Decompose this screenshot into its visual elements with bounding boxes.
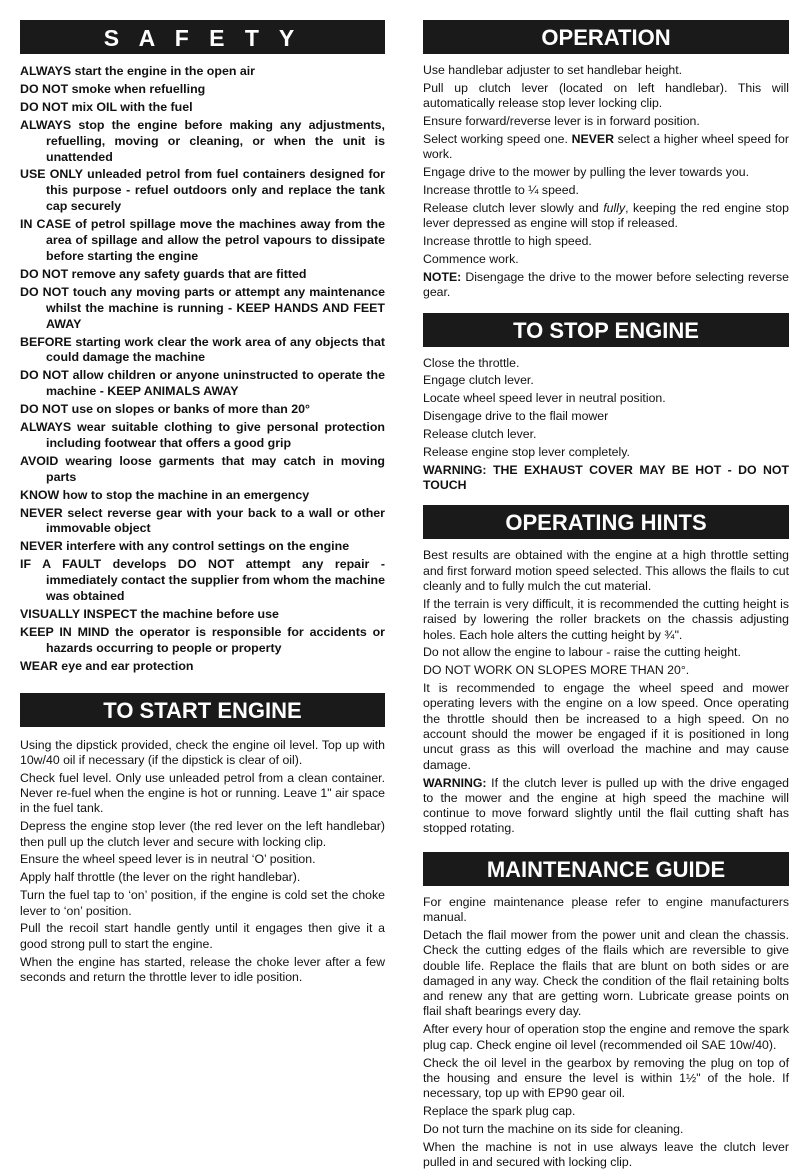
operating-hints-header [423,505,789,539]
start-engine-step: Check fuel level. Only use unleaded petrol from a clean container. Never re-fuel when the engine is hot or running. Leave 1" air space in the fuel tank. [20,770,385,816]
operation-step [423,201,789,232]
operation-step: Engage drive to the mower by pulling the lever towards you. [423,165,750,180]
maintenance-list [423,895,789,1171]
hint-paragraph: It is recommended to engage the wheel speed and mower operating levers with the engine on a low speed. Once operating the throttle should then be increased to a high speed. On no account should the mower be engaged if it is positioned in long uncut grass as this will overload the machine and may cause damage. [423,681,789,772]
maintenance-title: MAINTENANCE GUIDE [486,856,726,882]
start-engine-step: Pull the recoil start handle gently until it engages then give it a good strong pull to start the engine. [20,921,385,951]
operation-step-text: Release clutch lever slowly and [423,200,604,215]
start-engine-step: When the engine has started, release the choke lever after a few seconds and return the throttle lever to idle position. [20,954,385,984]
safety-header [20,20,385,54]
stop-engine-title: TO STOP ENGINE [513,317,699,343]
start-engine-step: Using the dipstick provided, check the engine oil level. Top up with 10w/40 oil if necessary (if the dipstick is clear of oil). [20,737,385,767]
start-engine-title: TO START ENGINE [103,697,302,723]
operating-hints-list [423,548,789,836]
operation-step: Increase throttle to ¼ speed. [423,183,579,198]
hint-paragraph: DO NOT WORK ON SLOPES MORE THAN 20°. [423,663,690,678]
safety-rule: VISUALLY INSPECT the machine before use [20,607,279,621]
safety-rule: KNOW how to stop the machine in an emergency [20,487,310,502]
maintenance-paragraph: After every hour of operation stop the engine and remove the spark plug cap. Check engine oil level (recommended oil SAE 10w/40). [423,1022,789,1052]
safety-rule: KEEP IN MIND the operator is responsible for accidents or hazards occurring to people or property [20,624,385,655]
operation-step: Commence work. [423,252,519,267]
safety-title: S A F E T Y [103,25,302,51]
stop-engine-step: Release engine stop lever completely. [423,444,630,459]
exhaust-warning: WARNING: THE EXHAUST COVER MAY BE HOT - DO NOT TOUCH [423,462,789,493]
maintenance-paragraph: When the machine is not in use always leave the clutch lever pulled in and secured with locking clip. [423,1139,789,1170]
stop-engine-step: Locate wheel speed lever in neutral position. [423,391,666,406]
safety-rule: DO NOT mix OIL with the fuel [20,99,193,114]
operation-note [423,270,789,301]
operation-step: Pull up clutch lever (located on left handlebar). This will automatically release stop lever locking clip. [423,80,789,111]
operation-step-text: , keeping the red engine stop lever depressed as engine will stop if released. [423,200,789,231]
safety-rule: ALWAYS stop the engine before making any adjustments, refuelling, moving or cleaning, or when the unit is unattended [20,117,385,164]
safety-rule: DO NOT allow children or anyone uninstructed to operate the machine - KEEP ANIMALS AWAY [20,368,385,399]
start-engine-steps [20,738,385,986]
hint-warning [423,776,789,837]
operation-header [423,20,789,54]
operation-step [423,132,789,163]
safety-rule: ALWAYS start the engine in the open air [20,64,256,78]
note-label: NOTE: [423,269,462,284]
warning-text: If the clutch lever is pulled up with the drive engaged to the mower and the engine at high speed the machine will continue to move forward slightly until the flail cutting shaft has stopped rotating. [423,775,789,836]
operation-step-text: Select working speed one. [423,131,572,146]
maintenance-paragraph: For engine maintenance please refer to engine manufacturers manual. [423,894,789,925]
stop-engine-step: Disengage drive to the flail mower [423,409,609,424]
start-engine-header [20,693,385,727]
start-engine-step: Turn the fuel tap to ‘on’ position, if the engine is cold set the choke lever to ‘on’ position. [20,888,385,918]
operation-never-emphasis: NEVER [571,131,614,146]
left-column [20,20,385,988]
safety-rule: ALWAYS wear suitable clothing to give personal protection including footwear that offers a good grip [20,420,385,450]
stop-engine-header [423,313,789,347]
right-column [423,20,789,1173]
safety-rule: IN CASE of petrol spillage move the machines away from the area of spillage and allow the petrol vapours to dissipate before starting the engine [20,217,385,263]
hint-paragraph: If the terrain is very difficult, it is recommended the cutting height is raised by lowering the roller brackets on the chassis adjusting holes. Each hole alters the cutting height by ¾". [423,596,789,642]
safety-rule: DO NOT touch any moving parts or attempt any maintenance whilst the machine is running - KEEP HANDS AND FEET AWAY [20,284,385,331]
start-engine-step: Depress the engine stop lever (the red lever on the left handlebar) then pull up the clutch lever and secure with locking clip. [20,819,385,849]
maintenance-paragraph: Detach the flail mower from the power unit and clean the chassis. Check the cutting edges of the flails which are reversible to give double life. Replace the flails that are blunt on both sides or are damaged in any way. Check the condition of the flail retaining bolts and renew any that are getting worn. Lubricate grease points on flail shaft bearings every day. [423,927,789,1019]
stop-engine-steps [423,356,789,494]
start-engine-step: Apply half throttle (the lever on the right handlebar). [20,870,301,885]
maintenance-paragraph: Do not turn the machine on its side for cleaning. [423,1121,684,1136]
safety-rules [20,64,385,675]
safety-rule: NEVER select reverse gear with your back to a wall or other immovable object [20,505,385,536]
operation-step-text: select a higher wheel speed for work. [423,131,789,162]
maintenance-header [423,852,789,886]
warning-label: WARNING: [423,775,487,790]
stop-engine-step: Release clutch lever. [423,427,537,442]
safety-rule: DO NOT remove any safety guards that are fitted [20,266,307,281]
operation-step: Use handlebar adjuster to set handlebar height. [423,63,683,77]
safety-rule: AVOID wearing loose garments that may catch in moving parts [20,453,385,484]
stop-engine-step: Close the throttle. [423,355,520,370]
note-text: Disengage the drive to the mower before selecting reverse gear. [423,269,789,300]
hint-paragraph: Do not allow the engine to labour - raise the cutting height. [423,645,741,660]
safety-rule: NEVER interfere with any control settings on the engine [20,539,350,554]
safety-rule: DO NOT use on slopes or banks of more than 20° [20,402,310,417]
stop-engine-step: Engage clutch lever. [423,373,534,388]
operation-step: Increase throttle to high speed. [423,234,592,249]
maintenance-paragraph: Check the oil level in the gearbox by removing the plug on top of the housing and ensure the level is within 1½" of the hole. If necessary, top up with EP90 gear oil. [423,1055,789,1101]
operation-fully-emphasis: fully [603,200,626,215]
hint-paragraph: Best results are obtained with the engine at a high throttle setting and first forward motion speed selected. This allows the flails to cut cleanly and to fully mulch the cut material. [423,548,789,594]
operating-hints-title: OPERATING HINTS [505,510,707,536]
maintenance-paragraph: Replace the spark plug cap. [423,1103,576,1118]
safety-rule: DO NOT smoke when refuelling [20,81,206,96]
start-engine-step: Ensure the wheel speed lever is in neutral ‘O’ position. [20,852,316,867]
operation-step: Ensure forward/reverse lever is in forward position. [423,114,700,129]
safety-rule: USE ONLY unleaded petrol from fuel containers designed for this purpose - refuel outdoors only and replace the tank cap securely [20,167,385,214]
safety-rule: WEAR eye and ear protection [20,658,194,673]
safety-rule: BEFORE starting work clear the work area of any objects that could damage the machine [20,334,385,365]
operation-steps [423,63,789,301]
safety-rule: IF A FAULT develops DO NOT attempt any repair - immediately contact the supplier from whom the machine was obtained [20,557,385,604]
operation-title: OPERATION [541,25,671,50]
